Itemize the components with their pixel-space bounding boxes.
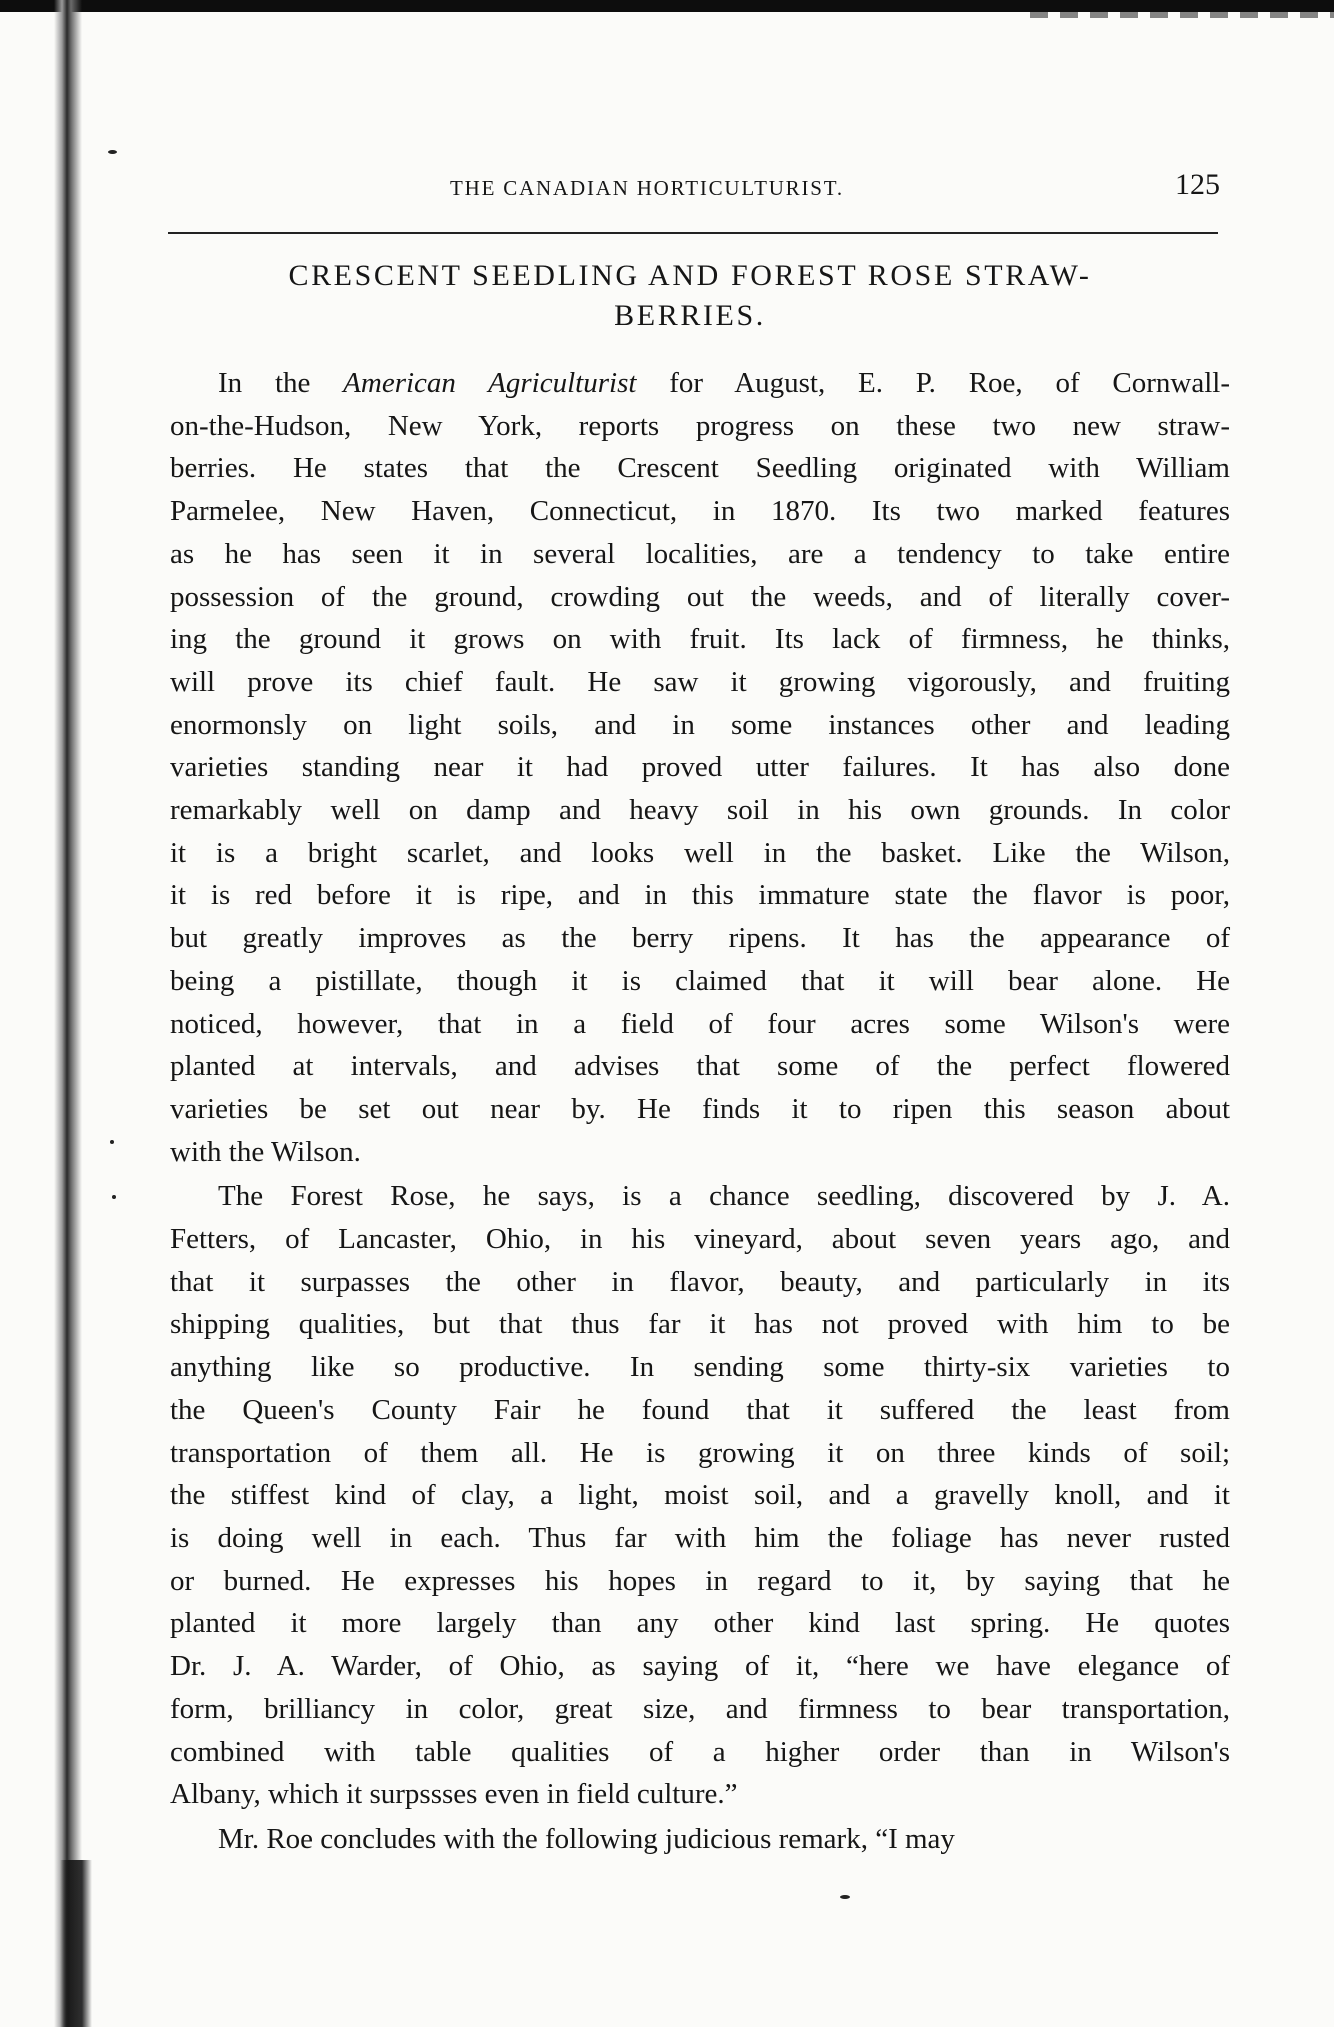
text-line: Parmelee, New Haven, Connecticut, in 1870. Its two marked features — [170, 495, 1230, 528]
text-line: on-the-Hudson, New York, reports progress on these two new straw- — [170, 409, 1230, 442]
text-line: being a pistillate, though it is claimed that it will bear alone. He — [170, 964, 1230, 997]
article-title-line-1: CRESCENT SEEDLING AND FOREST ROSE STRAW- — [288, 259, 1092, 292]
text-line: Dr. J. A. Warder, of Ohio, as saying of it, “here we have elegance of — [170, 1650, 1230, 1683]
page-binding-edge — [54, 0, 84, 2027]
text-line: the Queen's County Fair he found that it suffered the least from — [170, 1393, 1230, 1426]
text-line: combined with table qualities of a higher order than in Wilson's — [170, 1735, 1230, 1768]
margin-speck — [108, 150, 117, 154]
text-line: ing the ground it grows on with fruit. Its lack of firmness, he thinks, — [170, 623, 1230, 656]
text-line: it is a bright scarlet, and looks well in the basket. Like the Wilson, — [170, 836, 1230, 869]
text-line: or burned. He expresses his hopes in regard to it, by saying that he — [170, 1564, 1230, 1597]
paragraph — [170, 1818, 1230, 1861]
text-line: anything like so productive. In sending some thirty-six varieties to — [170, 1351, 1230, 1384]
text-fragment: In the — [218, 367, 344, 399]
paragraph — [170, 362, 1230, 1173]
text-line: Albany, which it surpssses even in field culture.” — [170, 1778, 738, 1811]
text-line: will prove its chief fault. He saw it growing vigorously, and fruiting — [170, 665, 1230, 698]
text-line: is doing well in each. Thus far with him the foliage has never rusted — [170, 1521, 1230, 1554]
running-head: THE CANADIAN HORTICULTURIST. — [450, 176, 844, 200]
text-line: form, brilliancy in color, great size, and firmness to bear transportation, — [170, 1692, 1230, 1725]
margin-speck — [110, 1140, 114, 1144]
text-line: berries. He states that the Crescent Seedling originated with William — [170, 452, 1230, 485]
text-line: with the Wilson. — [170, 1135, 361, 1168]
header-rule — [168, 232, 1218, 234]
text-line: remarkably well on damp and heavy soil in his own grounds. In color — [170, 794, 1230, 827]
article-body — [170, 362, 1230, 1861]
text-line: varieties standing near it had proved utter failures. It has also done — [170, 751, 1230, 784]
text-line: transportation of them all. He is growing it on three kinds of soil; — [170, 1436, 1230, 1469]
text-line: enormonsly on light soils, and in some instances other and leading — [170, 708, 1230, 741]
scan-top-border-fade — [1030, 12, 1334, 18]
text-line: shipping qualities, but that thus far it has not proved with him to be — [170, 1308, 1230, 1341]
text-line: Mr. Roe concludes with the following judicious remark, “I may — [218, 1822, 955, 1855]
text-fragment: for August, E. P. Roe, of Cornwall- — [636, 367, 1230, 399]
text-line: but greatly improves as the berry ripens. It has the appearance of — [170, 922, 1230, 955]
text-line: noticed, however, that in a field of four acres some Wilson's were — [170, 1007, 1230, 1040]
page-binding-shadow — [60, 1860, 92, 2027]
text-line — [170, 362, 1230, 405]
text-line: varieties be set out near by. He finds it to ripen this season about — [170, 1092, 1230, 1125]
article-title — [150, 256, 1230, 336]
scan-top-border — [0, 0, 1334, 12]
page-number: 125 — [1175, 168, 1220, 201]
article-title-line-2: BERRIES. — [614, 299, 766, 332]
margin-speck — [112, 1195, 116, 1199]
text-line: planted at intervals, and advises that some of the perfect flowered — [170, 1050, 1230, 1083]
text-line: The Forest Rose, he says, is a chance seedling, discovered by J. A. — [218, 1180, 1230, 1213]
margin-speck — [840, 1895, 850, 1899]
text-line: that it surpasses the other in flavor, beauty, and particularly in its — [170, 1265, 1230, 1298]
text-line: planted it more largely than any other kind last spring. He quotes — [170, 1607, 1230, 1640]
text-line: it is red before it is ripe, and in this immature state the flavor is poor, — [170, 879, 1230, 912]
page-header — [160, 168, 1220, 212]
publication-title: American Agriculturist — [343, 367, 637, 399]
text-line: Fetters, of Lancaster, Ohio, in his vineyard, about seven years ago, and — [170, 1223, 1230, 1256]
text-line: the stiffest kind of clay, a light, moist soil, and a gravelly knoll, and it — [170, 1479, 1230, 1512]
text-line: possession of the ground, crowding out the weeds, and of literally cover- — [170, 580, 1230, 613]
text-line: as he has seen it in several localities, are a tendency to take entire — [170, 537, 1230, 570]
paragraph — [170, 1175, 1230, 1816]
